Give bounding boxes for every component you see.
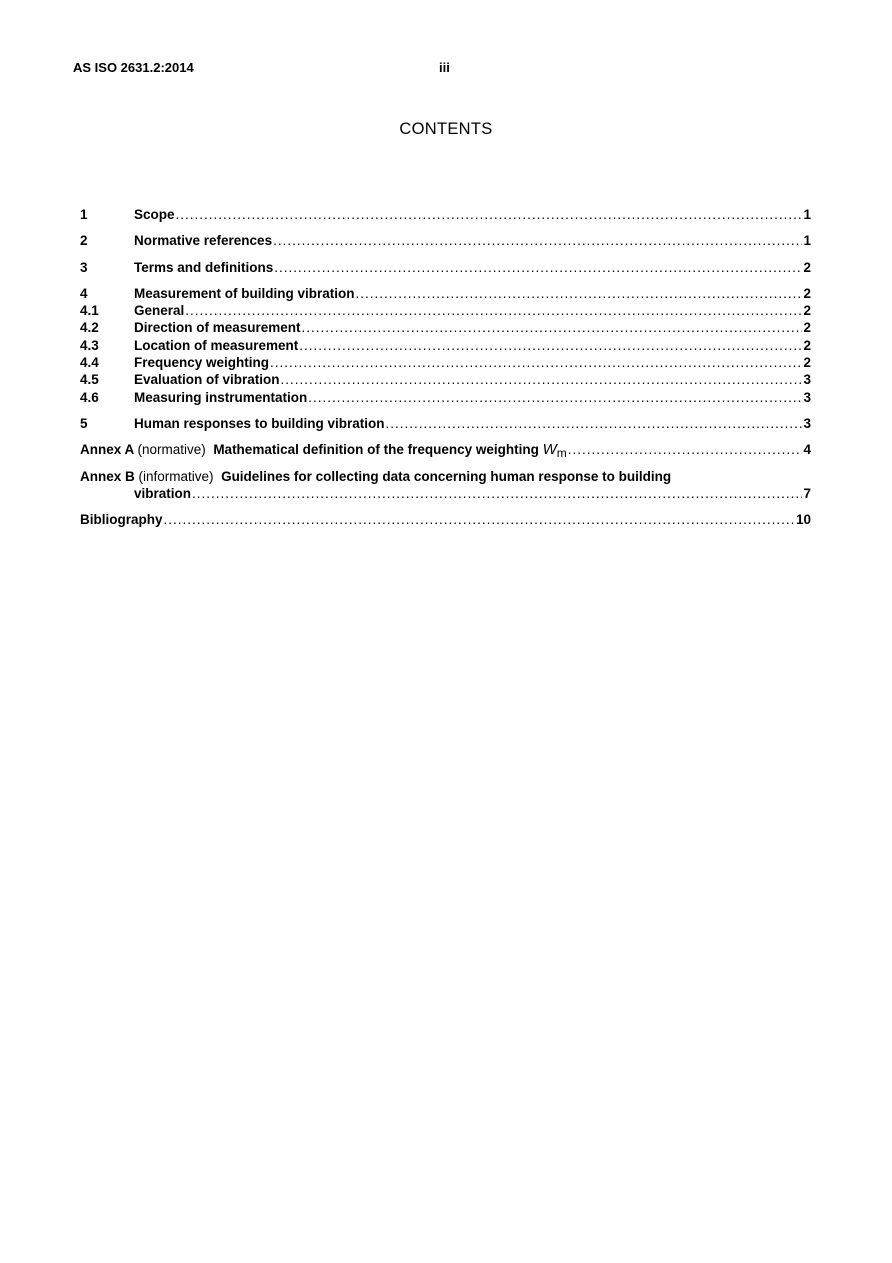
toc-entry-number: 4.3	[80, 337, 99, 353]
annex-kind: (normative)	[137, 442, 206, 458]
toc-entry-annex-a[interactable]	[80, 441, 811, 461]
contents-title: CONTENTS	[399, 120, 493, 138]
weighting-subscript: m	[556, 446, 567, 461]
toc-entry-bibliography[interactable]	[80, 511, 811, 528]
toc-entry-direction[interactable]	[80, 319, 811, 336]
toc-entry-number: 1	[80, 207, 88, 222]
toc-entry-title: Human responses to building vibration	[134, 415, 385, 431]
toc-entry-title: Normative references	[134, 233, 273, 249]
dot-leader	[308, 389, 802, 406]
toc-entry-number: 2	[80, 233, 88, 249]
page-header	[73, 60, 813, 78]
annex-label: Annex B	[80, 468, 135, 484]
dot-leader	[270, 354, 802, 371]
toc-entry-title: Direction of measurement	[134, 320, 301, 336]
toc-entry-page: 3	[803, 415, 811, 431]
dot-leader	[192, 485, 802, 502]
toc-entry-page: 7	[803, 485, 811, 501]
toc-entry-terms-and-definitions[interactable]	[80, 259, 811, 276]
table-of-contents	[80, 206, 811, 528]
dot-leader	[176, 206, 803, 223]
toc-entry-page: 4	[803, 442, 811, 458]
toc-entry-page: 1	[803, 207, 811, 222]
dot-leader	[356, 285, 803, 302]
toc-entry-page: 2	[803, 337, 811, 353]
dot-leader	[185, 302, 802, 319]
toc-entry-title: Measuring instrumentation	[134, 389, 308, 405]
toc-entry-normative-references[interactable]	[80, 232, 811, 249]
toc-entry-page: 2	[803, 285, 811, 301]
toc-entry-general[interactable]	[80, 302, 811, 319]
toc-entry-instrumentation[interactable]	[80, 389, 811, 406]
toc-entry-number: 4.2	[80, 320, 99, 336]
toc-entry-frequency-weighting[interactable]	[80, 354, 811, 371]
toc-entry-title: Frequency weighting	[134, 355, 270, 371]
toc-entry-human-responses[interactable]	[80, 415, 811, 432]
toc-entry-page: 2	[803, 259, 811, 275]
toc-entry-number: 4.1	[80, 303, 99, 319]
dot-leader	[568, 441, 803, 458]
toc-entry-number: 5	[80, 415, 88, 431]
toc-entry-number: 4.5	[80, 372, 99, 388]
dot-leader	[164, 511, 795, 528]
toc-entry-page: 2	[803, 303, 811, 319]
toc-entry-annex-b[interactable]	[80, 468, 811, 503]
weighting-symbol: $W_m$	[542, 441, 567, 461]
toc-entry-page: 10	[795, 512, 811, 528]
dot-leader	[281, 371, 803, 388]
toc-entry-page: 2	[803, 355, 811, 371]
toc-entry-title: Mathematical definition of the frequency weighting	[213, 442, 539, 458]
dot-leader	[299, 337, 802, 354]
annex-label: Annex A	[80, 442, 134, 458]
toc-entry-title: Bibliography	[80, 512, 163, 528]
toc-entry-page: 3	[803, 372, 811, 388]
toc-entry-number: 4	[80, 285, 88, 301]
toc-entry-location[interactable]	[80, 337, 811, 354]
toc-entry-evaluation[interactable]	[80, 371, 811, 388]
annex-b-heading	[80, 468, 811, 485]
toc-entry-scope[interactable]	[80, 206, 811, 223]
page-number: iii	[439, 60, 450, 75]
dot-leader	[386, 415, 803, 432]
dot-leader	[274, 259, 802, 276]
toc-entry-title: Guidelines for collecting data concerning human response to building	[221, 468, 672, 484]
toc-entry-title: Location of measurement	[134, 337, 299, 353]
toc-entry-title: Evaluation of vibration	[134, 372, 280, 388]
toc-entry-number: 3	[80, 259, 88, 275]
toc-entry-title-continued: vibration	[134, 485, 192, 501]
annex-kind: (informative)	[138, 468, 214, 484]
annex-a-heading	[80, 441, 567, 462]
toc-entry-number: 4.6	[80, 389, 99, 405]
dot-leader	[273, 232, 802, 249]
toc-entry-page: 3	[803, 389, 811, 405]
toc-entry-number: 4.4	[80, 355, 99, 371]
dot-leader	[302, 319, 803, 336]
annex-b-continuation	[80, 485, 811, 502]
toc-entry-title: Terms and definitions	[134, 259, 274, 275]
toc-entry-page: 2	[803, 320, 811, 336]
toc-entry-page: 1	[803, 233, 811, 249]
toc-entry-title: General	[134, 303, 185, 319]
toc-entry-measurement[interactable]	[80, 285, 811, 302]
standard-designation: AS ISO 2631.2:2014	[73, 60, 194, 75]
toc-entry-title: Scope	[134, 207, 175, 222]
toc-entry-title: Measurement of building vibration	[134, 285, 355, 301]
